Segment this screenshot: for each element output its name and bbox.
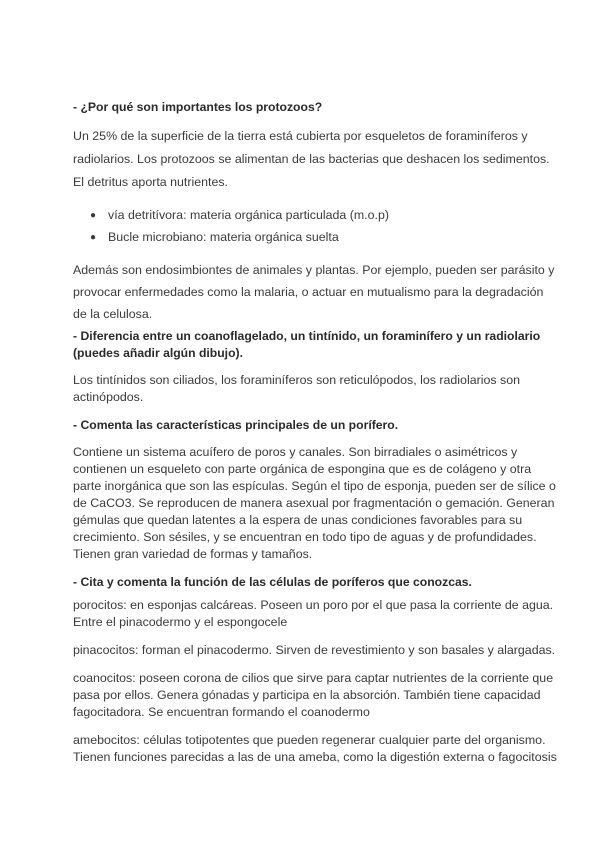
paragraph-line: amebocitos: células totipotentes que pueden regenerar cualquier parte del organismo.: [73, 733, 546, 747]
paragraph-line: Tienen gran variedad de formas y tamaños.: [73, 547, 313, 561]
paragraph-line: actinópodos.: [73, 390, 144, 404]
heading-porifera-characteristics: - Comenta las características principales de un porífero.: [73, 418, 399, 432]
paragraph-line: contienen un esqueleto con parte orgánica de espongina que es de colágeno y otra: [73, 462, 532, 476]
paragraph-line: porocitos: en esponjas calcáreas. Poseen un poro por el que pasa la corriente de agua.: [73, 598, 554, 612]
list-item: vía detritívora: materia orgánica particulada (m.o.p): [108, 208, 389, 222]
paragraph-line: Tienen funciones parecidas a las de una ameba, como la digestión externa o fagocitosis: [73, 750, 557, 764]
bullet-icon: ●: [90, 210, 97, 221]
paragraph-line: Entre el pinacodermo y el espongocele: [73, 615, 288, 629]
heading-organism-differences-cont: (puedes añadir algún dibujo).: [73, 346, 243, 360]
paragraph-line: provocar enfermedades como la malaria, o actuar en mutualismo para la degradación: [73, 285, 544, 299]
heading-protozoa-importance: - ¿Por qué son importantes los protozoos?: [73, 100, 323, 114]
list-item: Bucle microbiano: materia orgánica suelta: [108, 230, 339, 244]
paragraph-line: radiolarios. Los protozoos se alimentan de las bacterias que deshacen los sedimentos.: [73, 152, 550, 166]
paragraph-line: Los tintínidos son ciliados, los foraminíferos son reticulópodos, los radiolarios son: [73, 373, 520, 387]
paragraph-line: Un 25% de la superficie de la tierra está cubierta por esqueletos de foraminíferos y: [73, 129, 528, 143]
paragraph-line: gémulas que quedan latentes a la espera de unas condiciones favorables para su: [73, 513, 523, 527]
paragraph-line: de la celulosa.: [73, 307, 153, 321]
paragraph-line: pasa por ellos. Genera gónadas y participa en la absorción. También tiene capacidad: [73, 688, 541, 702]
heading-porifera-cells: - Cita y comenta la función de las células de poríferos que conozcas.: [73, 575, 472, 589]
paragraph-line: parte inorgánica que son las espículas. Según el tipo de esponja, pueden ser de sílice o: [73, 479, 556, 493]
paragraph-line: coanocitos: poseen corona de cilios que sirve para captar nutrientes de la corriente que: [73, 671, 554, 685]
paragraph-line: Contiene un sistema acuífero de poros y canales. Son birradiales o asimétricos y: [73, 445, 518, 459]
paragraph-line: Además son endosimbiontes de animales y plantas. Por ejemplo, pueden ser parásito y: [73, 263, 555, 277]
paragraph-line: fagocitadora. Se encuentran formando el coanodermo: [73, 705, 370, 719]
paragraph-line: pinacocitos: forman el pinacodermo. Sirven de revestimiento y son basales y alargadas.: [73, 643, 556, 657]
paragraph-line: crecimiento. Son sésiles, y se encuentran en todo tipo de aguas y de profundidades.: [73, 530, 537, 544]
heading-organism-differences: - Diferencia entre un coanoflagelado, un tintínido, un foraminífero y un radiolario: [73, 329, 541, 343]
paragraph-line: El detritus aporta nutrientes.: [73, 175, 228, 189]
bullet-icon: ●: [90, 232, 97, 243]
paragraph-line: de CaCO3. Se reproducen de manera asexual por fragmentación o gemación. Generan: [73, 496, 555, 510]
